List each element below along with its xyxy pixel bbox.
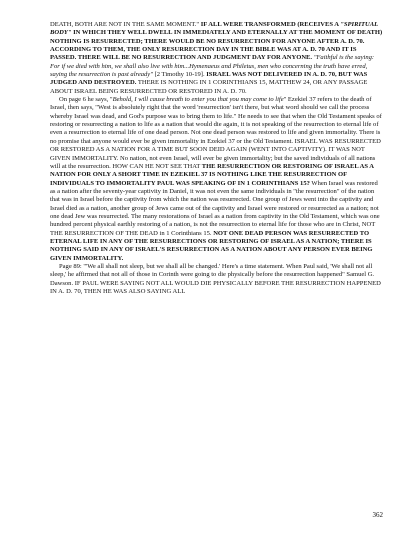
text-segment: THE RESURRECTION OR RESTORING OF ISRAEL AS A NATION FOR ONLY A SHORT TIME IN EZEKIEL 37 IS NOTHING LIKE THE RESURRECTION OF INDIVIDUALS TO IMMORTALITY PAUL WAS SPEAKING OF IN 1 CORINTHIANS 15? — [50, 162, 374, 187]
paragraph — [50, 263, 384, 296]
paragraph — [50, 21, 384, 96]
text-segment: When Israel was restored as a nation after the seventy-year captivity in Daniel, it was not even the same individuals in "the resurrection" of the nation that was in Israel before the captivity from which the nation was resurrected. One group of Jews went into the captivity and Israel died as a nation, another group of Jews came out of the captivity and Israel were restored or resurrected as a nation; not one dead Jew was resurrected. The many restorations of Israel as a nation from captivity in the Old Testament, which was one hundred percent physical earthly restoring of a nation, is not the resurrection to eternal life for those who are in Christ, NOT THE RESURRECTION OF THE DEAD in 1 Corinthians 15. — [50, 179, 380, 237]
text-segment: ISRAEL WAS NOT DELIVERED IN A. D. 70, BUT WAS JUDGED AND DESTROYED. — [50, 71, 368, 87]
body-text — [50, 21, 384, 296]
text-segment: Behold, I will cause breath to enter you that you may come to life — [112, 96, 284, 104]
text-segment: IN WHICH THEY WELL DWELL IN IMMEDIATELY AND ETERNALLY AT THE MOMENT OF DEATH) NOTHING IS RESURRECTED; THERE WOULD BE NO RESURRECTION FOR ANYONE AFTER A. D. 70. ACCORDING TO THEM, THE ONLY RESURRECTION DAY IN THE BIBLE WAS AT A. D. 70 AND IT IS PASSED. THERE WILL BE NO RESURRECTION AND JUDGMENT DAY FOR ANYONE. — [50, 29, 383, 62]
paragraph — [50, 96, 384, 263]
text-segment: On page 6 he says, " — [59, 96, 113, 104]
text-segment: DEATH, BOTH ARE NOT IN THE SAME MOMENT." — [50, 21, 201, 28]
text-segment: " Ezekiel 37 refers to the death of Israel, then says, "West is absolutely right that the word 'resurrection' isn't there, but what word should we call the process whereby Israel was dead, and God's purpose was to bring them to life." He needs to see that when the Old Testament speaks of restoring or resurrecting a nation to life as a nation that would die again, it is not speaking of the resurrection to eternal life of even a resurrection to eternal life of one dead person. Not one dead person was restored to life and given immortality. There is no promise that anyone would ever be given immortality in Ezekiel 37 or the Old Testament. ISRAEL WAS RESURRECTED OR RESTORED AS A NATION FOR A TIME BUT SOON DEID AGAIN (WENT INTO CAPTIVITY). IT WAS NOT GIVEN IMMORTALITY. No nation, not even Israel, will ever be given immortality; but the saved individuals of all nations will at the resurrection. HOW CAN HE NOT SEE THAT — [50, 96, 382, 170]
text-segment: NOT ONE DEAD PERSON WAS RESURRECTED TO ETERNAL LIFE IN ANY OF THE RESURRECTIONS OR RESTORING OF ISRAEL AS A NATION; THERE IS NOTHING SAID IN ANY OF ISRAEL'S RESURRECTION AS A NATION ABOUT ANY PERSON EVER BEING GIVEN IMMORTALITY. — [50, 229, 373, 262]
text-segment: [2 Timothy 10-19]. — [152, 71, 207, 79]
text-segment: "SPIRITUAL BODY" — [50, 21, 378, 37]
text-segment: THERE IS NOTHING IN 1 CORINTHIANS 15, MATTHEW 24, OR ANY PASSAGE ABOUT ISRAEL BEING RESURRECTED OR RESTORED IN A. D. 70. — [50, 79, 368, 95]
text-segment: IF ALL WERE TRANSFORMED (RECEIVES A — [200, 21, 341, 28]
text-segment: Page 89: "'We all shall not sleep, but we shall all be changed.' Here's a time statement. When Paul said, 'We shall not all sleep,' he affirmed that not all of those in Corinth were going to die physically before the resurrection happened" Samuel G. Dawson. IF PAUL WERE SAYING NOT ALL WOULD DIE PHYSICALLY BEFORE THE RESURRECTION HAPPENED IN A. D. 70, THEN HE WAS ALSO SAYING ALL — [50, 262, 381, 295]
page-number: 362 — [372, 511, 383, 519]
text-segment: "Faithful is the saying: For if we died with him, we shall also live with him...Hymenaeus and Philetus, men who concerning the truth have erred, saying the resurrection is past already" — [50, 54, 375, 79]
